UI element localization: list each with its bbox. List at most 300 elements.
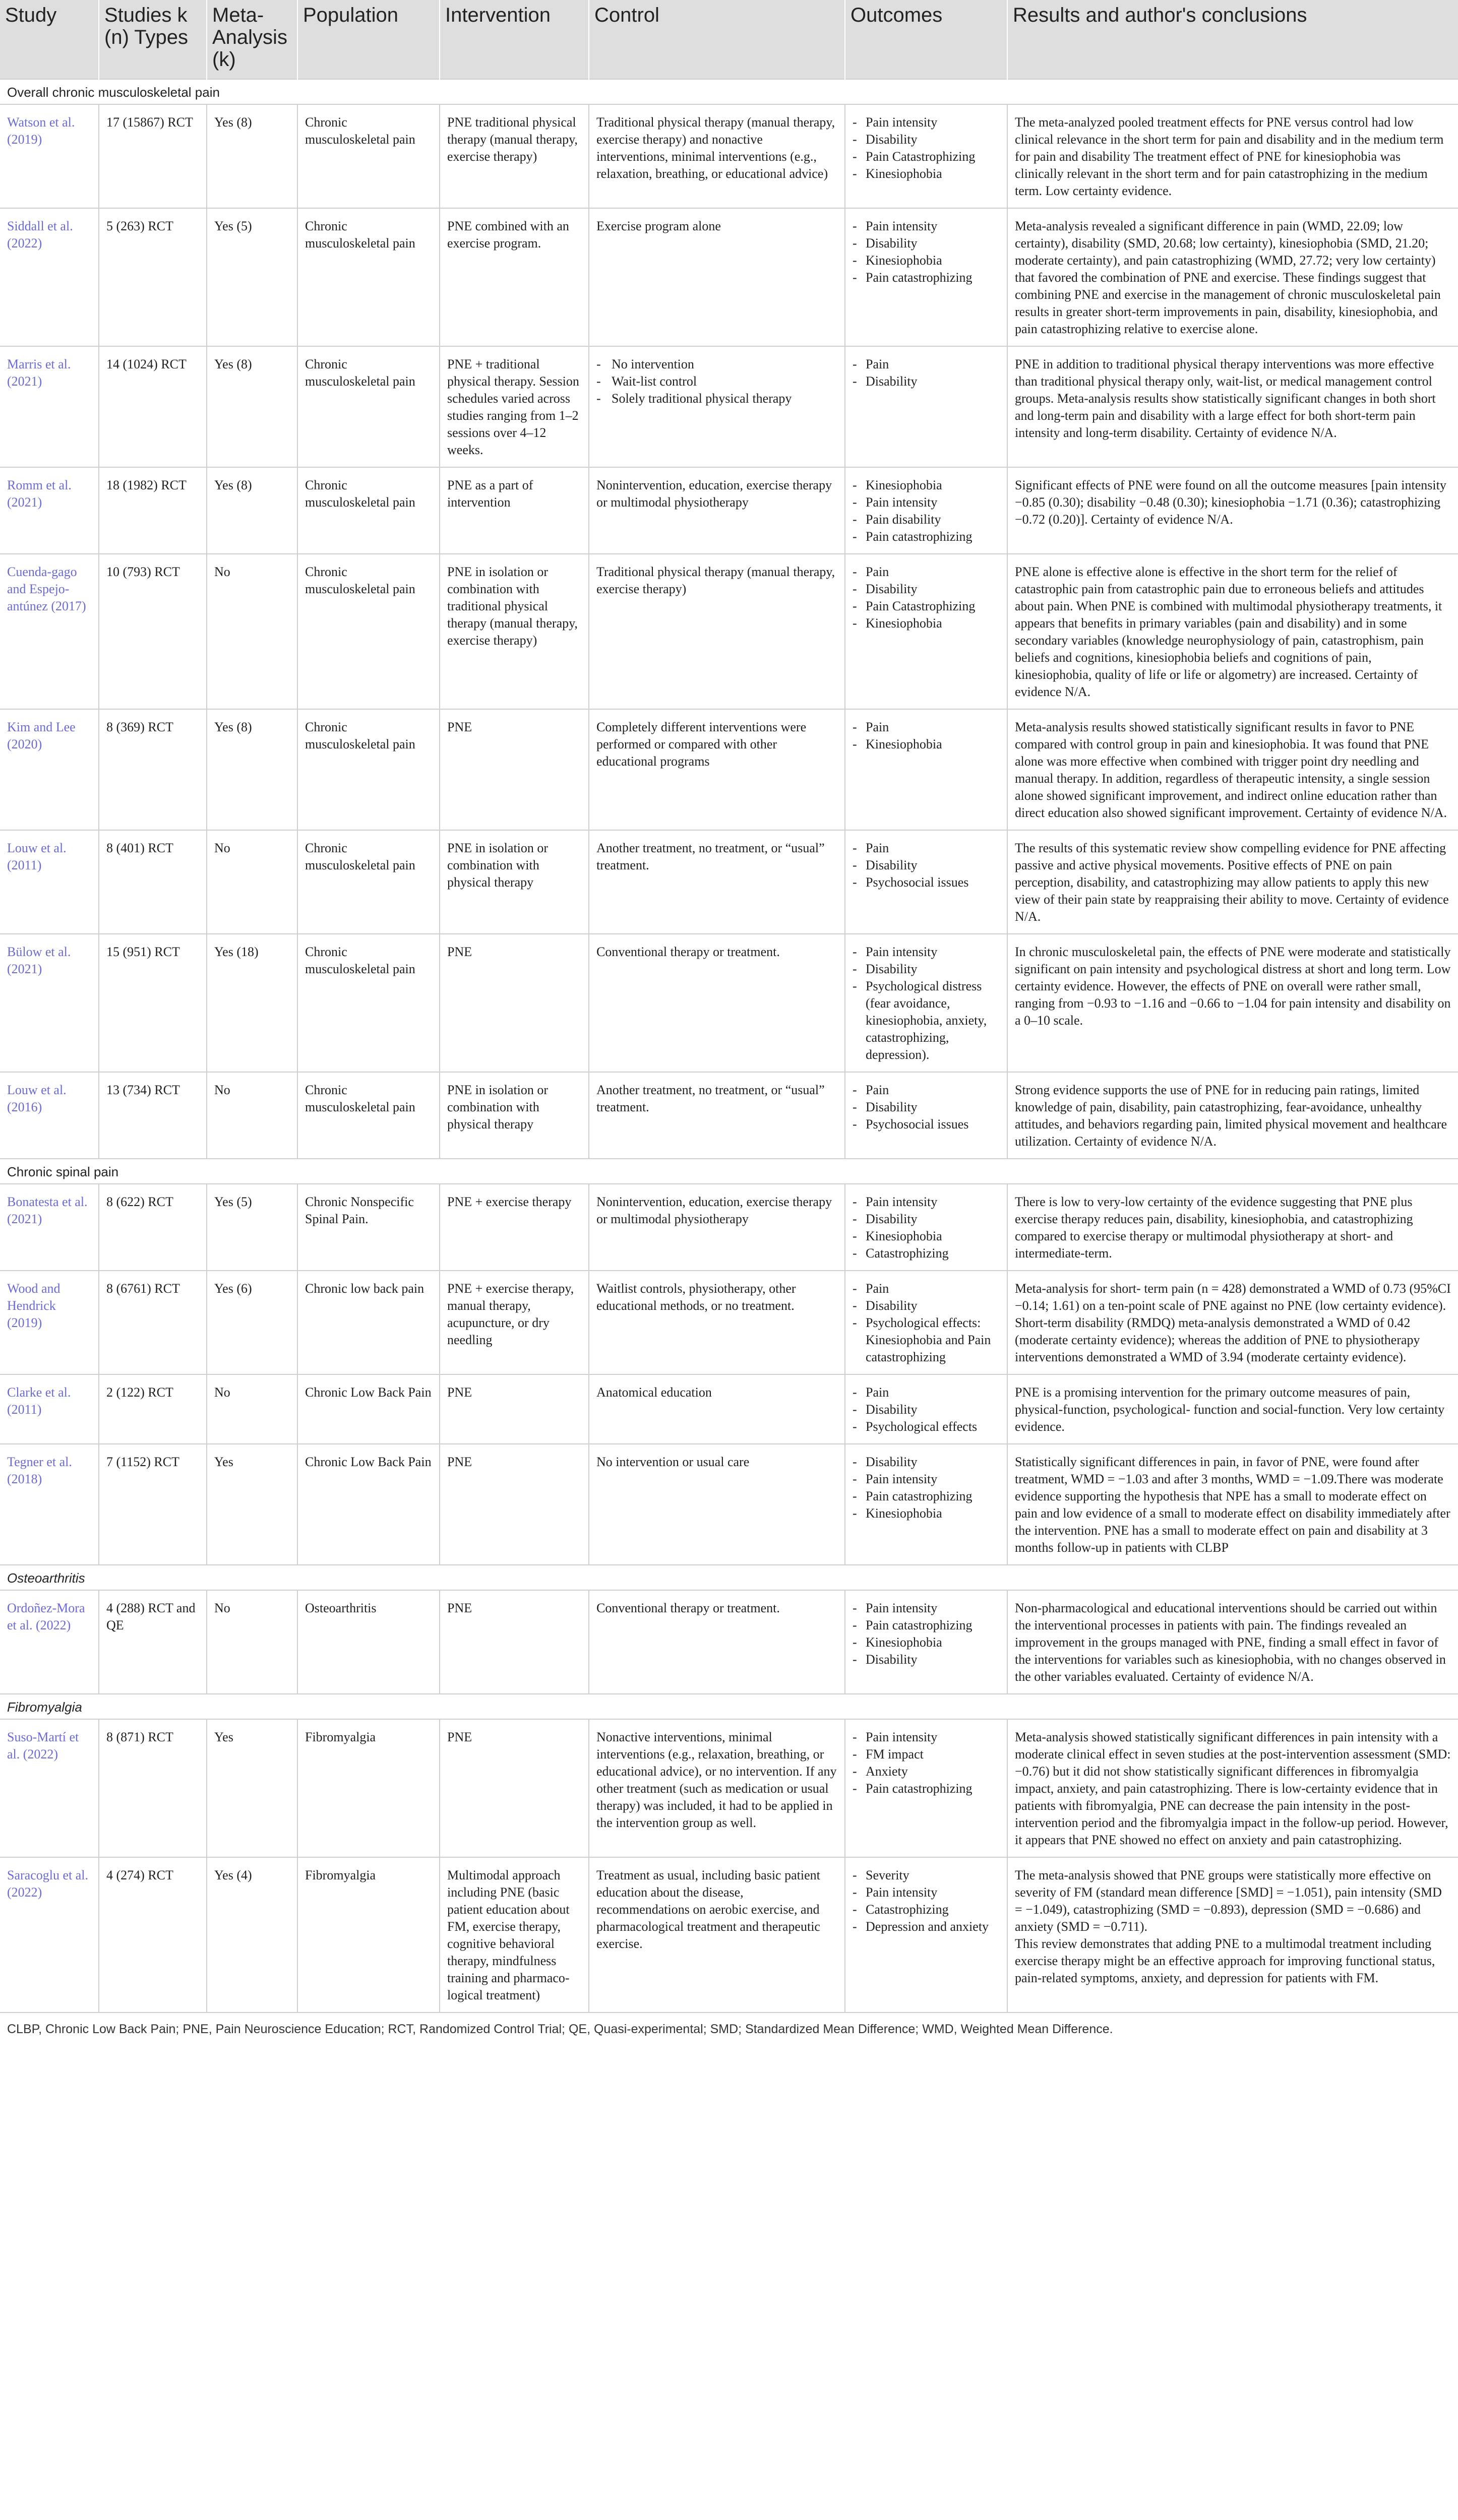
- outcomes-list: [853, 1600, 1000, 1668]
- control-list-item: - Wait-list control: [596, 373, 837, 390]
- cell-studies-k-text: 5 (263) RCT: [106, 219, 173, 233]
- table-row: [0, 208, 1458, 346]
- outcome-item: - Disability: [853, 1651, 1000, 1668]
- cell-studies-k-text: 8 (369) RCT: [106, 720, 173, 734]
- outcome-item: - Catastrophizing: [853, 1245, 1000, 1262]
- cell-control: [589, 1590, 845, 1694]
- cell-outcomes: [845, 1072, 1007, 1159]
- cell-control-text: Nonintervention, education, exercise therapy or multimodal physiotherapy: [596, 1194, 832, 1226]
- section-title: Fibromyalgia: [0, 1694, 1458, 1719]
- outcomes-list: [853, 1193, 1000, 1262]
- cell-outcomes: [845, 208, 1007, 346]
- header-outcomes: Outcomes: [845, 0, 1007, 79]
- cell-studies-k: [99, 346, 207, 467]
- cell-meta-analysis-text: No: [214, 1385, 230, 1400]
- outcomes-list: [853, 1867, 1000, 1935]
- cell-population: [297, 346, 440, 467]
- cell-meta-analysis: [207, 346, 297, 467]
- table-row: [0, 934, 1458, 1072]
- outcome-item: - Pain intensity: [853, 943, 1000, 961]
- cell-results: [1007, 934, 1458, 1072]
- cell-results: [1007, 1719, 1458, 1857]
- cell-population: [297, 709, 440, 830]
- cell-study-text[interactable]: Watson et al. (2019): [7, 115, 75, 147]
- outcomes-list: [853, 943, 1000, 1063]
- outcome-item: - Pain: [853, 563, 1000, 581]
- cell-outcomes: [845, 1857, 1007, 2012]
- cell-intervention: [440, 554, 589, 709]
- cell-intervention-text: PNE as a part of intervention: [447, 478, 533, 510]
- cell-outcomes: [845, 1271, 1007, 1374]
- header-population: Population: [297, 0, 440, 79]
- cell-studies-k-text: 8 (401) RCT: [106, 841, 173, 855]
- cell-control-text: Nonintervention, education, exercise therapy or multimodal physiotherapy: [596, 478, 832, 510]
- cell-control: [589, 1184, 845, 1271]
- table-row: [0, 467, 1458, 554]
- cell-intervention: [440, 709, 589, 830]
- table-footnote: CLBP, Chronic Low Back Pain; PNE, Pain Neuroscience Education; RCT, Randomized Control Trial; QE, Quasi-experimental; SMD; Standardized Mean Difference; WMD, Weighted Mean Difference.: [0, 2012, 1458, 2037]
- outcome-item: - Pain intensity: [853, 114, 1000, 131]
- cell-study: [0, 709, 99, 830]
- cell-control: [589, 467, 845, 554]
- table-row: [0, 709, 1458, 830]
- cell-population-text: Chronic Low Back Pain: [305, 1385, 432, 1400]
- cell-population-text: Chronic musculoskeletal pain: [305, 478, 415, 510]
- cell-study-text[interactable]: Cuenda-gago and Espejo-antúnez (2017): [7, 564, 86, 613]
- cell-results: [1007, 709, 1458, 830]
- outcome-item: - Pain intensity: [853, 1600, 1000, 1617]
- cell-meta-analysis: [207, 1590, 297, 1694]
- cell-results-text: Meta-analysis for short- term pain (n = 428) demonstrated a WMD of 0.73 (95%CI −0.14; 1.61) on a ten-point scale of PNE against no PNE (low certainty evidence). Short-term disability (RMDQ) meta-analysis demonstrated a WMD of 0.42 (moderate certainty evidence); whereas the addition of PNE to physiotherapy interventions demonstrated a WMD of 3.94 (moderate certainty evidence).: [1015, 1281, 1451, 1364]
- cell-study: [0, 830, 99, 934]
- cell-control-text: Anatomical education: [596, 1385, 712, 1400]
- cell-intervention-text: PNE + exercise therapy: [447, 1194, 572, 1209]
- cell-intervention: [440, 1857, 589, 2012]
- outcomes-list: [853, 1384, 1000, 1435]
- cell-outcomes: [845, 1590, 1007, 1694]
- cell-control: [589, 346, 845, 467]
- cell-intervention-text: PNE: [447, 1601, 472, 1615]
- cell-study-text[interactable]: Romm et al. (2021): [7, 478, 72, 510]
- cell-studies-k: [99, 467, 207, 554]
- cell-meta-analysis: [207, 1857, 297, 2012]
- cell-study-text[interactable]: Saracoglu et al. (2022): [7, 1868, 88, 1900]
- cell-outcomes: [845, 346, 1007, 467]
- table-header: [0, 0, 1458, 79]
- cell-intervention-text: PNE in isolation or combination with traditional physical therapy (manual therapy, exercise therapy): [447, 564, 578, 648]
- cell-studies-k: [99, 1072, 207, 1159]
- cell-studies-k-text: 8 (6761) RCT: [106, 1281, 180, 1296]
- cell-intervention: [440, 1374, 589, 1444]
- outcomes-list: [853, 840, 1000, 891]
- cell-population-text: Chronic Nonspecific Spinal Pain.: [305, 1194, 414, 1226]
- outcome-item: - Disability: [853, 1099, 1000, 1116]
- outcome-item: - Kinesiophobia: [853, 252, 1000, 269]
- cell-study-text[interactable]: Bonatesta et al. (2021): [7, 1194, 88, 1226]
- cell-meta-analysis-text: Yes (8): [214, 357, 252, 371]
- header-meta-analysis: Meta-Analysis (k): [207, 0, 297, 79]
- cell-studies-k: [99, 554, 207, 709]
- header-intervention: Intervention: [440, 0, 589, 79]
- cell-studies-k-text: 17 (15867) RCT: [106, 115, 193, 130]
- cell-study: [0, 1271, 99, 1374]
- cell-studies-k-text: 14 (1024) RCT: [106, 357, 187, 371]
- cell-meta-analysis-text: Yes: [214, 1730, 233, 1744]
- cell-population-text: Fibromyalgia: [305, 1868, 376, 1882]
- table-row: [0, 1374, 1458, 1444]
- cell-control-text: Completely different interventions were performed or compared with other educational programs: [596, 720, 807, 769]
- cell-study-text[interactable]: Clarke et al. (2011): [7, 1385, 71, 1417]
- cell-results: [1007, 830, 1458, 934]
- cell-population: [297, 1857, 440, 2012]
- cell-study-text[interactable]: Suso-Martí et al. (2022): [7, 1730, 79, 1761]
- cell-results-text: Statistically significant differences in pain, in favor of PNE, were found after treatment, WMD = −1.03 and after 3 months, WMD = −1.09.There was moderate evidence supporting the hypothesis that NPE has a small to moderate effect on pain and low evidence of a small to moderate effect on disability immediately after the intervention. PNE has a small to moderate effect on pain and disability at 3 months follow-up in patients with CLBP: [1015, 1455, 1450, 1555]
- cell-population: [297, 208, 440, 346]
- cell-intervention: [440, 934, 589, 1072]
- cell-control-text: Exercise program alone: [596, 219, 721, 233]
- cell-study: [0, 1374, 99, 1444]
- cell-studies-k-text: 4 (274) RCT: [106, 1868, 173, 1882]
- cell-meta-analysis-text: No: [214, 1083, 230, 1097]
- cell-results-text: Meta-analysis showed statistically significant differences in pain intensity with a moderate clinical effect in seven studies at the post-intervention assessment (SMD: −0.76) but it did not show statistically significant differences in fibromyalgia impact, anxiety, and pain catastrophizing. There is low-certainty evidence that in patients with fibromyalgia, PNE can decrease the pain intensity in the post-intervention period and the fibromyalgia impact in the follow-up period. However, it appears that PNE showed no effect on anxiety and pain catastrophizing.: [1015, 1730, 1451, 1847]
- outcome-item: - Psychological effects: [853, 1418, 1000, 1435]
- cell-population: [297, 554, 440, 709]
- cell-control-text: Conventional therapy or treatment.: [596, 1601, 780, 1615]
- outcome-item: - Disability: [853, 1297, 1000, 1314]
- cell-meta-analysis: [207, 934, 297, 1072]
- cell-results-text: Strong evidence supports the use of PNE for in reducing pain ratings, limited knowledge of pain, disability, pain catastrophizing, fear-avoidance, unhealthy attitudes, and behaviors regarding pain, limited physical movement and healthcare utilization. Certainty of evidence N/A.: [1015, 1083, 1447, 1149]
- cell-studies-k: [99, 934, 207, 1072]
- cell-control: [589, 1271, 845, 1374]
- cell-study: [0, 1444, 99, 1565]
- cell-studies-k: [99, 830, 207, 934]
- cell-control: [589, 554, 845, 709]
- cell-meta-analysis: [207, 104, 297, 208]
- table-row: [0, 830, 1458, 934]
- cell-study: [0, 1719, 99, 1857]
- outcomes-list: [853, 1280, 1000, 1366]
- cell-results-text: Non-pharmacological and educational interventions should be carried out within the interventional processes in patients with pain. The findings revealed an improvement in the groups managed with PNE, finding a small effect in favor of the interventions for variables such as kinesiophobia, with no changes observed in the other variables evaluated. Certainty of evidence N/A.: [1015, 1601, 1446, 1684]
- cell-meta-analysis-text: No: [214, 1601, 230, 1615]
- outcome-item: - Pain: [853, 356, 1000, 373]
- outcome-item: - Psychological effects: Kinesiophobia and Pain catastrophizing: [853, 1314, 1000, 1366]
- cell-control: [589, 1857, 845, 2012]
- outcome-item: - Disability: [853, 131, 1000, 148]
- cell-study: [0, 346, 99, 467]
- cell-study: [0, 1184, 99, 1271]
- section-title: Overall chronic musculoskeletal pain: [0, 79, 1458, 104]
- cell-outcomes: [845, 1184, 1007, 1271]
- cell-meta-analysis: [207, 1719, 297, 1857]
- outcome-item: - Disability: [853, 1401, 1000, 1418]
- cell-population-text: Chronic musculoskeletal pain: [305, 841, 415, 872]
- outcome-item: - Pain catastrophizing: [853, 1617, 1000, 1634]
- outcomes-list: [853, 114, 1000, 182]
- outcomes-list: [853, 1729, 1000, 1797]
- cell-control: [589, 104, 845, 208]
- outcomes-list: [853, 1454, 1000, 1522]
- header-results: Results and author's conclusions: [1007, 0, 1458, 79]
- cell-intervention-text: PNE: [447, 1455, 472, 1469]
- outcome-item: - Disability: [853, 1211, 1000, 1228]
- outcome-item: - Pain intensity: [853, 1471, 1000, 1488]
- outcome-item: - Pain disability: [853, 511, 1000, 528]
- cell-results: [1007, 208, 1458, 346]
- cell-control: [589, 830, 845, 934]
- cell-study-text[interactable]: Siddall et al. (2022): [7, 219, 73, 250]
- cell-intervention-text: PNE + exercise therapy, manual therapy, acupuncture, or dry needling: [447, 1281, 574, 1347]
- cell-results: [1007, 1857, 1458, 2012]
- cell-studies-k: [99, 104, 207, 208]
- outcome-item: - Pain intensity: [853, 494, 1000, 511]
- outcome-item: - Pain catastrophizing: [853, 528, 1000, 545]
- outcome-item: - Kinesiophobia: [853, 1228, 1000, 1245]
- cell-study-text[interactable]: Tegner et al. (2018): [7, 1455, 72, 1486]
- cell-control-text: Another treatment, no treatment, or “usual” treatment.: [596, 841, 825, 872]
- cell-intervention: [440, 1719, 589, 1857]
- cell-population-text: Fibromyalgia: [305, 1730, 376, 1744]
- cell-studies-k-text: 8 (871) RCT: [106, 1730, 173, 1744]
- cell-studies-k-text: 2 (122) RCT: [106, 1385, 173, 1400]
- outcome-item: - Kinesiophobia: [853, 165, 1000, 182]
- cell-meta-analysis-text: Yes (8): [214, 720, 252, 734]
- cell-meta-analysis-text: Yes (4): [214, 1868, 252, 1882]
- cell-outcomes: [845, 934, 1007, 1072]
- cell-control-text: Traditional physical therapy (manual therapy, exercise therapy) and nonactive interventions, minimal interventions (e.g., relaxation, breathing, or educational advice): [596, 115, 835, 181]
- outcome-item: - Depression and anxiety: [853, 1918, 1000, 1935]
- cell-study: [0, 467, 99, 554]
- cell-population: [297, 104, 440, 208]
- outcome-item: - Pain: [853, 1082, 1000, 1099]
- cell-population-text: Chronic Low Back Pain: [305, 1455, 432, 1469]
- cell-outcomes: [845, 1374, 1007, 1444]
- cell-study-text[interactable]: Wood and Hendrick (2019): [7, 1281, 60, 1330]
- cell-population-text: Chronic musculoskeletal pain: [305, 1083, 415, 1114]
- header-row: [0, 0, 1458, 79]
- outcome-item: - Pain intensity: [853, 218, 1000, 235]
- cell-population: [297, 1444, 440, 1565]
- cell-results-text: PNE alone is effective alone is effective in the short term for the relief of catastrophic pain from catastrophic pain due to erroneous beliefs and attitudes about pain. When PNE is combined with multimodal physiotherapy treatments, it appears that benefits in primary variables (pain and disability) and in some secondary variables (knowledge neurophysiology of pain, catastrophism, pain beliefs and cognitions, kinesiophobia beliefs and cognitions of pain, kinesiophobia, quality of life or life or algometry) are increased. Certainty of evidence N/A.: [1015, 564, 1442, 699]
- section-row: [0, 1565, 1458, 1590]
- cell-intervention: [440, 1072, 589, 1159]
- cell-studies-k: [99, 1719, 207, 1857]
- cell-meta-analysis-text: No: [214, 564, 230, 579]
- cell-studies-k: [99, 709, 207, 830]
- cell-studies-k-text: 10 (793) RCT: [106, 564, 180, 579]
- outcome-item: - Severity: [853, 1867, 1000, 1884]
- cell-meta-analysis: [207, 830, 297, 934]
- cell-intervention-text: PNE: [447, 1385, 472, 1400]
- cell-population-text: Chronic musculoskeletal pain: [305, 564, 415, 596]
- table-row: [0, 1719, 1458, 1857]
- cell-outcomes: [845, 830, 1007, 934]
- control-list-item: - No intervention: [596, 356, 837, 373]
- cell-population-text: Chronic musculoskeletal pain: [305, 219, 415, 250]
- cell-outcomes: [845, 1444, 1007, 1565]
- outcome-item: - Psychological distress (fear avoidance, kinesiophobia, anxiety, catastrophizing, depression).: [853, 978, 1000, 1063]
- outcomes-list: [853, 563, 1000, 632]
- cell-intervention: [440, 1184, 589, 1271]
- cell-studies-k: [99, 1271, 207, 1374]
- cell-results: [1007, 554, 1458, 709]
- cell-outcomes: [845, 709, 1007, 830]
- cell-control: [589, 1444, 845, 1565]
- outcome-item: - Psychosocial issues: [853, 1116, 1000, 1133]
- cell-studies-k: [99, 1184, 207, 1271]
- outcome-item: - Kinesiophobia: [853, 1505, 1000, 1522]
- cell-results-text: PNE is a promising intervention for the primary outcome measures of pain, physical-function, psychological- function and social-function. Very low certainty evidence.: [1015, 1385, 1445, 1434]
- cell-intervention-text: PNE: [447, 1730, 472, 1744]
- outcomes-list: [853, 218, 1000, 286]
- outcome-item: - Kinesiophobia: [853, 615, 1000, 632]
- cell-study: [0, 934, 99, 1072]
- table-row: [0, 1857, 1458, 2012]
- cell-control-text: Nonactive interventions, minimal interventions (e.g., relaxation, breathing, or educational advice), or no intervention. If any other treatment (such as medication or usual therapy) was included, it had to be applied in the intervention group as well.: [596, 1730, 837, 1830]
- outcome-item: - Anxiety: [853, 1763, 1000, 1780]
- cell-study: [0, 1590, 99, 1694]
- cell-study: [0, 1857, 99, 2012]
- outcome-item: - Disability: [853, 373, 1000, 390]
- cell-results: [1007, 1271, 1458, 1374]
- table-row: [0, 1444, 1458, 1565]
- table-body: [0, 79, 1458, 2012]
- cell-meta-analysis: [207, 208, 297, 346]
- cell-population-text: Chronic musculoskeletal pain: [305, 115, 415, 147]
- section-title: Osteoarthritis: [0, 1565, 1458, 1590]
- cell-intervention: [440, 346, 589, 467]
- cell-intervention: [440, 208, 589, 346]
- outcome-item: - Disability: [853, 581, 1000, 598]
- cell-population-text: Chronic musculoskeletal pain: [305, 357, 415, 389]
- cell-results-text: PNE in addition to traditional physical therapy interventions was more effective than traditional physical therapy only, wait-list, or medical management control groups. Meta-analysis results show statistically significant changes in both short and long-term pain and disability with a large effect for both short-term pain intensity and long-term disability. Certainty of evidence N/A.: [1015, 357, 1436, 440]
- cell-study: [0, 1072, 99, 1159]
- cell-study: [0, 104, 99, 208]
- cell-intervention: [440, 830, 589, 934]
- cell-meta-analysis-text: Yes (18): [214, 944, 259, 959]
- cell-intervention: [440, 1444, 589, 1565]
- cell-meta-analysis-text: Yes: [214, 1455, 233, 1469]
- cell-study-text[interactable]: Louw et al. (2011): [7, 841, 67, 872]
- cell-results: [1007, 1590, 1458, 1694]
- cell-population: [297, 934, 440, 1072]
- control-list-item: - Solely traditional physical therapy: [596, 390, 837, 407]
- cell-meta-analysis-text: Yes (5): [214, 219, 252, 233]
- table-row: [0, 346, 1458, 467]
- cell-control-text: Treatment as usual, including basic patient education about the disease, recommendations on aerobic exercise, and pharmacological treatment and therapeutic exercise.: [596, 1868, 820, 1951]
- outcome-item: - Disability: [853, 857, 1000, 874]
- cell-population-text: Chronic low back pain: [305, 1281, 424, 1296]
- outcome-item: - Pain: [853, 1280, 1000, 1297]
- cell-meta-analysis-text: Yes (5): [214, 1194, 252, 1209]
- cell-intervention-text: Multimodal approach including PNE (basic patient education about FM, exercise therapy, cognitive behavioral therapy, mindfulness training and pharmaco-logical treatment): [447, 1868, 570, 2002]
- cell-control-text: Traditional physical therapy (manual therapy, exercise therapy): [596, 564, 835, 596]
- cell-population: [297, 1374, 440, 1444]
- cell-control: [589, 1374, 845, 1444]
- cell-intervention-text: PNE + traditional physical therapy. Session schedules varied across studies ranging from 1–2 sessions over 4–12 weeks.: [447, 357, 579, 457]
- cell-population: [297, 830, 440, 934]
- cell-studies-k: [99, 208, 207, 346]
- cell-meta-analysis: [207, 1184, 297, 1271]
- cell-results-text: Meta-analysis revealed a significant difference in pain (WMD, 22.09; low certainty), disability (SMD, 20.68; low certainty), kinesiophobia (SMD, 21.20; moderate certainty), and pain catastrophizing (WMD, 27.72; very low certainty) that favored the combination of PNE and exercise. These findings suggest that combining PNE and exercise in the management of chronic musculoskeletal pain results in greater short-term improvements in pain, disability, kinesiophobia, and pain catastrophizing relative to exercise alone.: [1015, 219, 1441, 336]
- cell-meta-analysis: [207, 467, 297, 554]
- cell-results: [1007, 1444, 1458, 1565]
- cell-results-text: Meta-analysis results showed statistically significant results in favor to PNE compared with control group in pain and kinesiophobia. It was found that PNE alone was more effective when combined with trigger point dry needling and manual therapy. In addition, regardless of therapeutic intensity, a single session alone showed significant improvement, and indirect online education rather than direct education also showed significant improvement. Certainty of evidence N/A.: [1015, 720, 1447, 820]
- cell-results: [1007, 467, 1458, 554]
- outcomes-list: [853, 477, 1000, 545]
- outcome-item: - Pain intensity: [853, 1884, 1000, 1901]
- cell-outcomes: [845, 467, 1007, 554]
- cell-studies-k-text: 4 (288) RCT and QE: [106, 1601, 196, 1632]
- cell-control-text: No intervention or usual care: [596, 1455, 750, 1469]
- cell-meta-analysis-text: Yes (8): [214, 115, 252, 130]
- cell-control: [589, 934, 845, 1072]
- cell-population-text: Osteoarthritis: [305, 1601, 377, 1615]
- cell-studies-k-text: 15 (951) RCT: [106, 944, 180, 959]
- cell-population: [297, 1719, 440, 1857]
- outcome-item: - Pain intensity: [853, 1729, 1000, 1746]
- outcome-item: - Psychosocial issues: [853, 874, 1000, 891]
- outcome-item: - Catastrophizing: [853, 1901, 1000, 1918]
- cell-studies-k: [99, 1590, 207, 1694]
- cell-results-text: The meta-analyzed pooled treatment effects for PNE versus control had low clinical relevance in the short term for pain and disability and in the medium term for pain and disability The treatment effect of PNE for kinesiophobia was clinically relevant in the short term and for pain catastrophizing in the medium term. Low certainty evidence.: [1015, 115, 1444, 198]
- cell-population: [297, 1184, 440, 1271]
- outcome-item: - Pain catastrophizing: [853, 1488, 1000, 1505]
- outcomes-list: [853, 719, 1000, 753]
- table-row: [0, 1072, 1458, 1159]
- outcome-item: - Disability: [853, 961, 1000, 978]
- cell-intervention-text: PNE in isolation or combination with physical therapy: [447, 1083, 549, 1131]
- outcome-item: - Disability: [853, 1454, 1000, 1471]
- cell-meta-analysis: [207, 709, 297, 830]
- table-row: [0, 554, 1458, 709]
- cell-studies-k-text: 13 (734) RCT: [106, 1083, 180, 1097]
- cell-study: [0, 208, 99, 346]
- cell-results-text: The results of this systematic review show compelling evidence for PNE affecting passive and active physical movements. Positive effects of PNE on pain perception, disability, and catastrophizing may allow patients to apply this new view of their pain state by reappraising their ability to move. Certainty of evidence N/A.: [1015, 841, 1449, 924]
- cell-study-text[interactable]: Louw et al. (2016): [7, 1083, 67, 1114]
- cell-studies-k-text: 7 (1152) RCT: [106, 1455, 179, 1469]
- cell-meta-analysis: [207, 1271, 297, 1374]
- cell-study-text[interactable]: Kim and Lee (2020): [7, 720, 76, 751]
- cell-population: [297, 1072, 440, 1159]
- cell-results: [1007, 104, 1458, 208]
- cell-studies-k: [99, 1374, 207, 1444]
- cell-study-text[interactable]: Ordoñez-Mora et al. (2022): [7, 1601, 85, 1632]
- cell-meta-analysis-text: No: [214, 841, 230, 855]
- section-title: Chronic spinal pain: [0, 1159, 1458, 1184]
- outcome-item: - Pain Catastrophizing: [853, 598, 1000, 615]
- cell-intervention: [440, 104, 589, 208]
- cell-study-text[interactable]: Marris et al. (2021): [7, 357, 71, 389]
- cell-intervention-text: PNE in isolation or combination with physical therapy: [447, 841, 549, 890]
- cell-results: [1007, 346, 1458, 467]
- header-study: Study: [0, 0, 99, 79]
- cell-meta-analysis: [207, 1444, 297, 1565]
- cell-results-text: There is low to very-low certainty of the evidence suggesting that PNE plus exercise therapy reduces pain, disability, kinesiophobia, and catastrophizing compared to exercise therapy or multimodal physiotherapy at short- and intermediate-term.: [1015, 1194, 1413, 1261]
- cell-control-text: Conventional therapy or treatment.: [596, 944, 780, 959]
- control-list: [596, 356, 837, 407]
- table-row: [0, 1590, 1458, 1694]
- cell-population: [297, 1590, 440, 1694]
- cell-study-text[interactable]: Bülow et al. (2021): [7, 944, 71, 976]
- cell-results-text: In chronic musculoskeletal pain, the effects of PNE were moderate and statistically significant on pain intensity and psychological distress at short and long term. Low certainty evidence. However, the effects of PNE on overall were rather small, ranging from −0.93 to −1.16 and −0.66 to −1.04 for pain intensity and disability on a 0–10 scale.: [1015, 944, 1451, 1028]
- cell-results-text: The meta-analysis showed that PNE groups were statistically more effective on severity of FM (standard mean difference [SMD] = −1.051), pain intensity (SMD = −1.049), catastrophizing (SMD = −0.893), depression (SMD = −0.686) and anxiety (SMD = −0.711). This review demonstrates that adding PNE to a multimodal treatment including exercise therapy might be an effective approach for improving functional status, pain-related symptoms, anxiety, and depression for patients with FM.: [1015, 1868, 1442, 1985]
- outcome-item: - Pain: [853, 719, 1000, 736]
- cell-intervention-text: PNE combined with an exercise program.: [447, 219, 569, 250]
- cell-meta-analysis-text: Yes (8): [214, 478, 252, 492]
- header-studies-k: Studies k (n) Types: [99, 0, 207, 79]
- cell-intervention-text: PNE: [447, 720, 472, 734]
- outcome-item: - Kinesiophobia: [853, 477, 1000, 494]
